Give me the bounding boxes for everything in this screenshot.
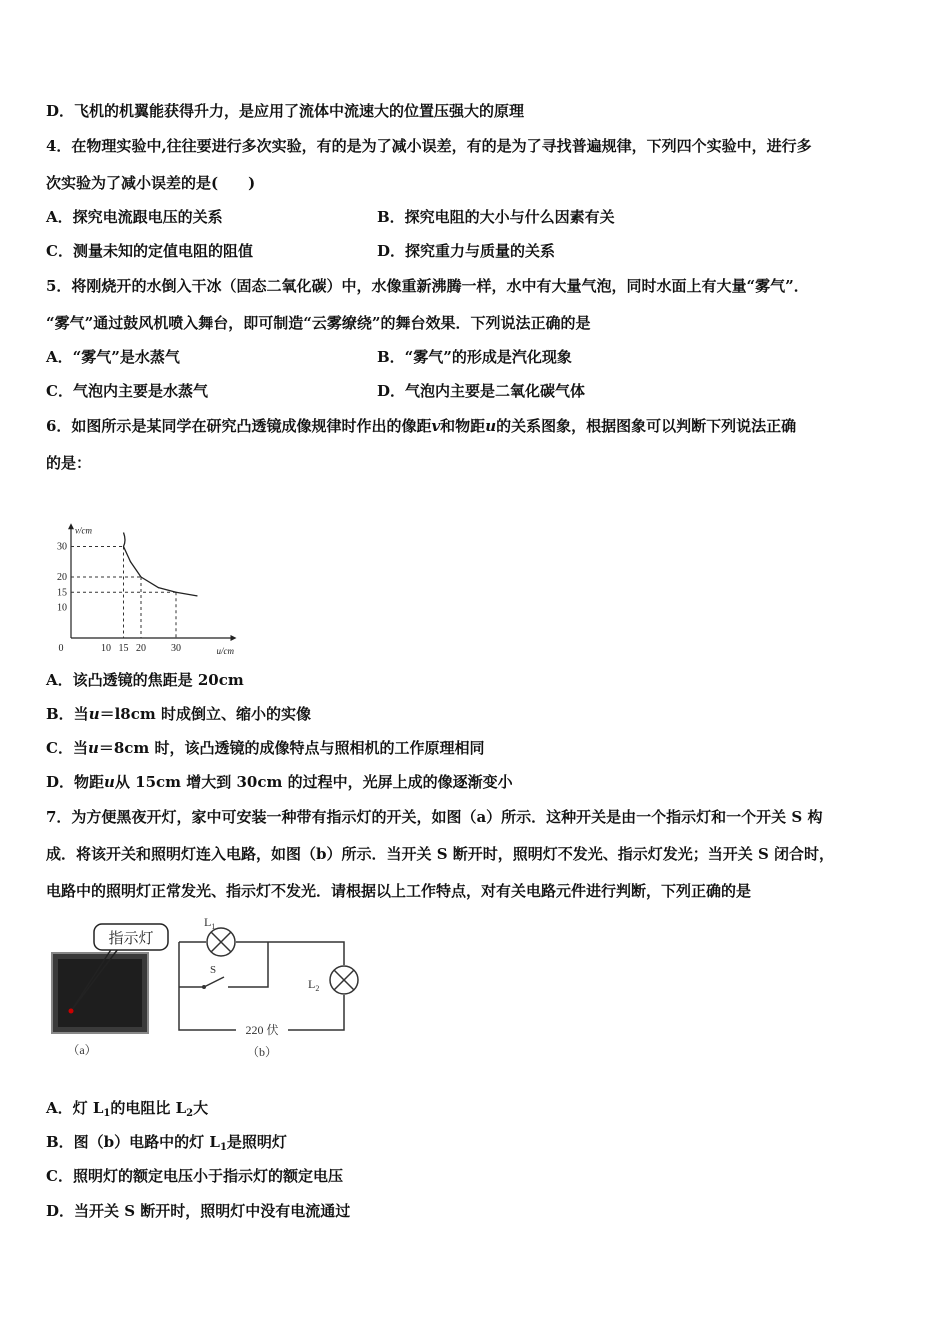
x-tick-15: 15 xyxy=(118,643,129,654)
q5-stem-line2: “雾气”通过鼓风机喷入舞台，即可制造“云雾缭绕”的舞台效果．下列说法正确的是 xyxy=(46,314,591,332)
curve-point-3 xyxy=(158,587,159,588)
label-switch: S xyxy=(210,964,217,976)
q7-option-b: B．图（b）电路中的灯 $L_1$是照明灯 xyxy=(46,1133,287,1153)
y-tick-30: 30 xyxy=(57,541,67,553)
curve-point-1 xyxy=(130,561,131,562)
x-axis-label: u/cm xyxy=(216,646,234,654)
x-axis-arrow xyxy=(231,635,237,641)
q6-stem-line1: 6．如图所示是某同学在研究凸透镜成像规律时作出的像距v和物距u的关系图象，根据图象可以判断下列说法正确 xyxy=(46,417,797,435)
q6-option-d: D．物距u从 15cm 增大到 30cm 的过程中，光屏上成的像逐渐变小 xyxy=(46,773,513,791)
switch-plate xyxy=(58,959,142,1027)
q3-option-d: D．飞机的机翼能获得升力，是应用了流体中流速大的位置压强大的原理 xyxy=(46,102,525,120)
curve-point-0 xyxy=(123,546,124,547)
switch-blade xyxy=(204,977,224,987)
y-axis-label: v/cm xyxy=(75,525,92,536)
q4-stem-line2: 次实验为了减小误差的是( ) xyxy=(46,174,256,192)
q5-option-b: B．“雾气”的形成是汽化现象 xyxy=(377,348,572,366)
q7-option-c: C．照明灯的额定电压小于指示灯的额定电压 xyxy=(46,1167,343,1185)
lamp-l2 xyxy=(330,966,358,994)
y-axis-arrow xyxy=(68,523,74,529)
q4-option-b: B．探究电阻的大小与什么因素有关 xyxy=(377,208,615,226)
switch-contact xyxy=(202,985,206,989)
caption-a: （a） xyxy=(67,1043,97,1057)
q5-option-c: C．气泡内主要是水蒸气 xyxy=(46,382,208,400)
origin-label: 0 xyxy=(58,643,64,654)
q6-option-a: A．该凸透镜的焦距是 20cm xyxy=(46,671,244,689)
curve-point-4 xyxy=(175,592,176,593)
x-tick-30: 30 xyxy=(171,643,181,654)
caption-b: （b） xyxy=(246,1045,278,1059)
switch-photo-figure xyxy=(46,915,176,1065)
q4-option-d: D．探究重力与质量的关系 xyxy=(377,242,556,260)
q7-stem-line2: 成．将该开关和照明灯连入电路，如图（b）所示．当开关 S 断开时，照明灯不发光、指示灯发光；当开关 S 闭合时， xyxy=(46,845,835,863)
y-tick-10: 10 xyxy=(57,602,67,614)
lamp-l1 xyxy=(207,928,235,956)
image-distance-chart xyxy=(44,478,250,654)
q7-option-d: D．当开关 S 断开时，照明灯中没有电流通过 xyxy=(46,1202,351,1220)
q5-stem-line1: 5．将刚烧开的水倒入干冰（固态二氧化碳）中，水像重新沸腾一样，水中有大量气泡，同时水面上有大量“雾气”． xyxy=(46,277,809,295)
curve-point-2 xyxy=(140,576,141,577)
q7-option-a: A．灯 $L_1$的电阻比 $L_2$大 xyxy=(46,1099,209,1119)
voltage-label: 220 伏 xyxy=(245,1023,279,1037)
x-tick-20: 20 xyxy=(136,643,146,654)
wire-top-right xyxy=(236,942,344,965)
x-tick-10: 10 xyxy=(101,643,111,654)
q6-option-c: C．当u＝8cm 时，该凸透镜的成像特点与照相机的工作原理相同 xyxy=(46,739,485,757)
q4-option-a: A．探究电流跟电压的关系 xyxy=(46,208,223,226)
y-tick-15: 15 xyxy=(57,587,67,599)
q5-option-a: A．“雾气”是水蒸气 xyxy=(46,348,180,366)
q4-option-c: C．测量未知的定值电阻的阻值 xyxy=(46,242,253,260)
y-tick-20: 20 xyxy=(57,572,67,583)
label-l1: $L_1$ xyxy=(204,915,216,931)
q6-option-b: B．当u＝l8cm 时成倒立、缩小的实像 xyxy=(46,705,311,723)
indicator-label: 指示灯 xyxy=(108,931,154,947)
q7-stem-line3: 电路中的照明灯正常发光、指示灯不发光．请根据以上工作特点，对有关电路元件进行判断，下列正确的是 xyxy=(46,882,752,900)
circuit-figure xyxy=(176,912,366,1064)
label-l2: $L_2$ xyxy=(308,977,320,993)
indicator-dot xyxy=(69,1009,74,1014)
q7-stem-line1: 7．为方便黑夜开灯，家中可安装一种带有指示灯的开关，如图（a）所示．这种开关是由一个指示灯和一个开关 S 构 xyxy=(46,808,823,826)
v-u-curve xyxy=(124,533,198,596)
curve-point-5 xyxy=(196,595,197,596)
q6-stem-line2: 的是： xyxy=(46,454,92,472)
q5-option-d: D．气泡内主要是二氧化碳气体 xyxy=(377,382,586,400)
q4-stem-line1: 4．在物理实验中,往往要进行多次实验，有的是为了减小误差，有的是为了寻找普遍规律，下列四个实验中，进行多 xyxy=(46,137,812,155)
